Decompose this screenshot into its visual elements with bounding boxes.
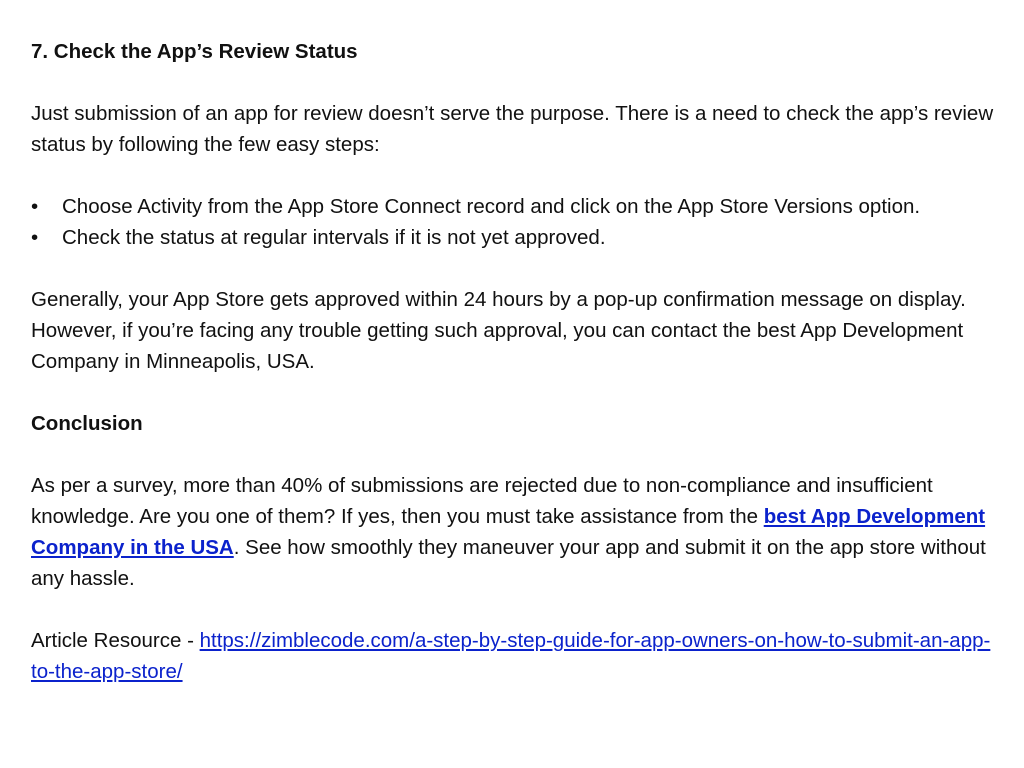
conclusion-text-before: As per a survey, more than 40% of submissions are rejected due to non-compliance and insufficient knowledge. Are you one of them? If yes, then you must take assistance from the (31, 474, 933, 528)
spacer (31, 253, 1006, 284)
resource-link[interactable]: https://zimblecode.com/a-step-by-step-guide-for-app-owners-on-how-to-submit-an-app-to-the-app-store/ (31, 629, 991, 683)
bullet-icon: • (31, 195, 39, 218)
conclusion-paragraph (31, 470, 1006, 594)
spacer (31, 439, 1006, 470)
steps-list (31, 191, 1006, 253)
spacer (31, 160, 1006, 191)
document-body (31, 36, 1006, 687)
list-item (31, 222, 1006, 253)
approval-paragraph: Generally, your App Store gets approved within 24 hours by a pop-up confirmation message on display. However, if you’re facing any trouble getting such approval, you can contact the best App Development Company in Minneapolis, USA. (31, 288, 966, 373)
conclusion-heading: Conclusion (31, 412, 143, 435)
resource-paragraph (31, 625, 1006, 687)
spacer (31, 594, 1006, 625)
spacer (31, 377, 1006, 408)
section-heading: 7. Check the App’s Review Status (31, 40, 358, 63)
spacer (31, 67, 1006, 98)
list-item (31, 191, 1006, 222)
conclusion-text-after: . See how smoothly they maneuver your app and submit it on the app store without any hassle. (31, 536, 986, 590)
list-item-text: Check the status at regular intervals if it is not yet approved. (62, 226, 606, 249)
resource-label: Article Resource - (31, 629, 200, 652)
intro-paragraph: Just submission of an app for review doesn’t serve the purpose. There is a need to check the app’s review status by following the few easy steps: (31, 102, 994, 156)
company-link[interactable]: best App Development Company in the USA (31, 505, 986, 559)
list-item-text: Choose Activity from the App Store Connect record and click on the App Store Versions option. (62, 195, 921, 218)
bullet-icon: • (31, 226, 39, 249)
